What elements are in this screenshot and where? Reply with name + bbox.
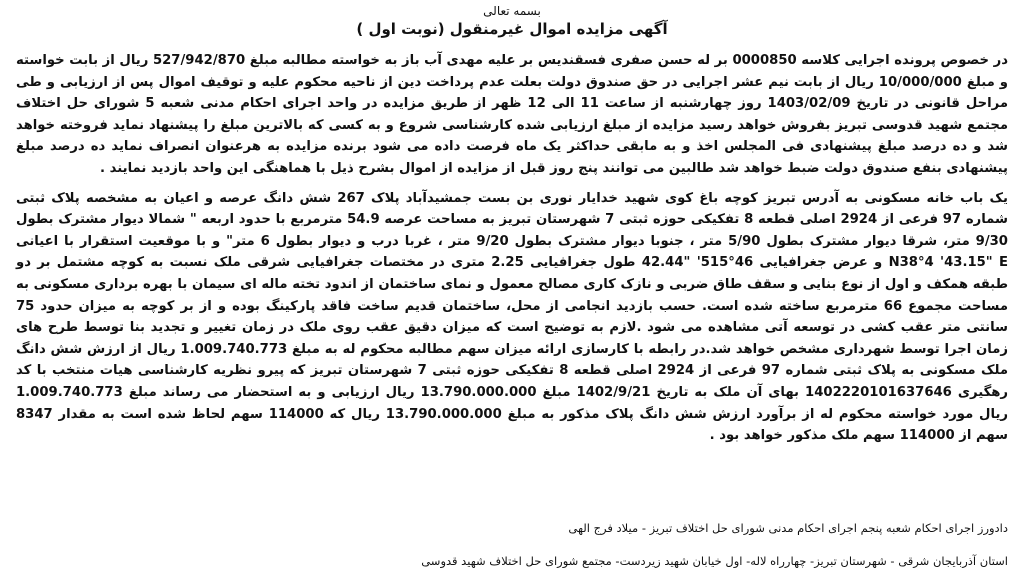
notice-body [16,50,1008,455]
property-description-paragraph: یک باب خانه مسکونی به آدرس تبریز کوچه باغ کوی شهید خدایار نوری بن بست جمشیدآباد پلاک 267 شش دانگ عرصه و اعیان به مشخصه پلاک ثبتی شماره 97 فرعی از 2924 اصلی قطعه 8 تفکیکی حوزه ثبتی 7 شهرستان تبریز به مساحت عرصه 54.9 مترمربع با حدود اربعه " شمالا دیوار مشترک بطول 9/30 متر، شرقا دیوار مشترک بطول 5/90 متر ، جنوبا دیوار مشترک بطول 9/20 متر ، غربا درب و دیوار بطول 6 متر" و با موقعیت استقرار با اعیانی N38°4 '43.15" E و عرض جغرافیایی 46°515' "42.44 طول جغرافیایی 2.25 متری در مختصات جغرافیایی شرقی ملک نسبت به کوچه مشتمل بر دو طبقه همکف و اول از نوع بنایی و سقف طاق ضربی و نازک کاری مصالح معمول و نمای ساختمان از اندود تخته ماله ای سیمان با بهره برداری مسکونی به مساحت مجموع 66 مترمربع ساخته شده است. حسب بازدید انجامی از محل، ساختمان قدیم ساخت فاقد پارکینگ بوده و از بر کوچه به میزان حدود 75 سانتی متر عقب کشی در توسعه آتی مشاهده می شود .لازم به توضیح است که میزان دقیق عقب روی ملک در زمان تغییر و تجدید بنا توسط طرح های زمان اجرا توسط شهرداری مشخص خواهد شد.در رابطه با کارسازی ارائه میزان سهم مطالبه محکوم له به مبلغ 1.009.740.773 ریال از ارزش شش دانگ ملک مسکونی به پلاک ثبتی شماره 97 فرعی از 2924 اصلی قطعه 8 تفکیکی حوزه ثبتی 7 شهرستان تبریز که پیرو نظریه کارشناسی هیات منتخب با کد رهگیری 1402220101637646 بهای آن ملک به تاریخ 1402/9/21 مبلغ 13.790.000.000 ریال ارزیابی و به استحضار می رساند مبلغ 1.009.740.773 ریال مورد خواسته محکوم له از برآورد ارزش شش دانگ پلاک مذکور به مبلغ 13.790.000.000 ریال که 114000 سهم لحاظ شده است به مقدار 8347 سهم از 114000 سهم ملک مذکور خواهد بود . [16,190,1009,444]
address-line: استان آذربایجان شرقی - شهرستان تبریز- چهارراه لاله- اول خیابان شهید زیردست- مجتمع شورای حل اختلاف شهید قدوسی [421,554,1008,568]
notice-title: آگهی مزایده اموال غیرمنقول (نوبت اول ) [356,20,668,38]
auction-terms-paragraph: در خصوص پرونده اجرایی کلاسه 0000850 بر له حسن صفری فسقندیس بر علیه مهدی آب باز به خواسته مطالبه مبلغ 527/942/870 ریال از بابت خواسته و مبلغ 10/000/000 ریال از بابت نیم عشر اجرایی در حق صندوق دولت بعلت عدم پرداخت دین از ناحیه محکوم علیه و توقیف اموال پس از ارزیابی و طی مراحل قانونی در تاریخ 1403/02/09 روز چهارشنبه از ساعت 11 الی 12 ظهر از طریق مزایده در واحد اجرای احکام مدنی شعبه 5 شورای حل اختلاف مجتمع شهید قدوسی تبریز بفروش خواهد رسید مزایده از مبلغ ارزیابی شده کارشناسی شروع و به کسی که بالاترین مبلغ را پیشنهاد نماید فروخته خواهد شد و ده درصد مبلغ پیشنهادی فی المجلس اخذ و به مابقی حداکثر یک ماه فرصت داده می شود برنده مزایده به هرعنوان انصراف نماید ده درصد مبلغ پیشنهادی بنفع صندوق دولت ضبط خواهد شد طالبین می توانند پنج روز قبل از مزایده از اموال بشرح ذیل با هماهنگی این واحد بازدید نمایند . [16,53,1008,176]
signature-line: دادورز اجرای احکام شعبه پنجم اجرای احکام مدنی شورای حل اختلاف تبریز - میلاد فرج الهی [568,521,1008,535]
basmala-text: بسمه تعالی [483,4,541,18]
notice-header [0,4,1024,39]
